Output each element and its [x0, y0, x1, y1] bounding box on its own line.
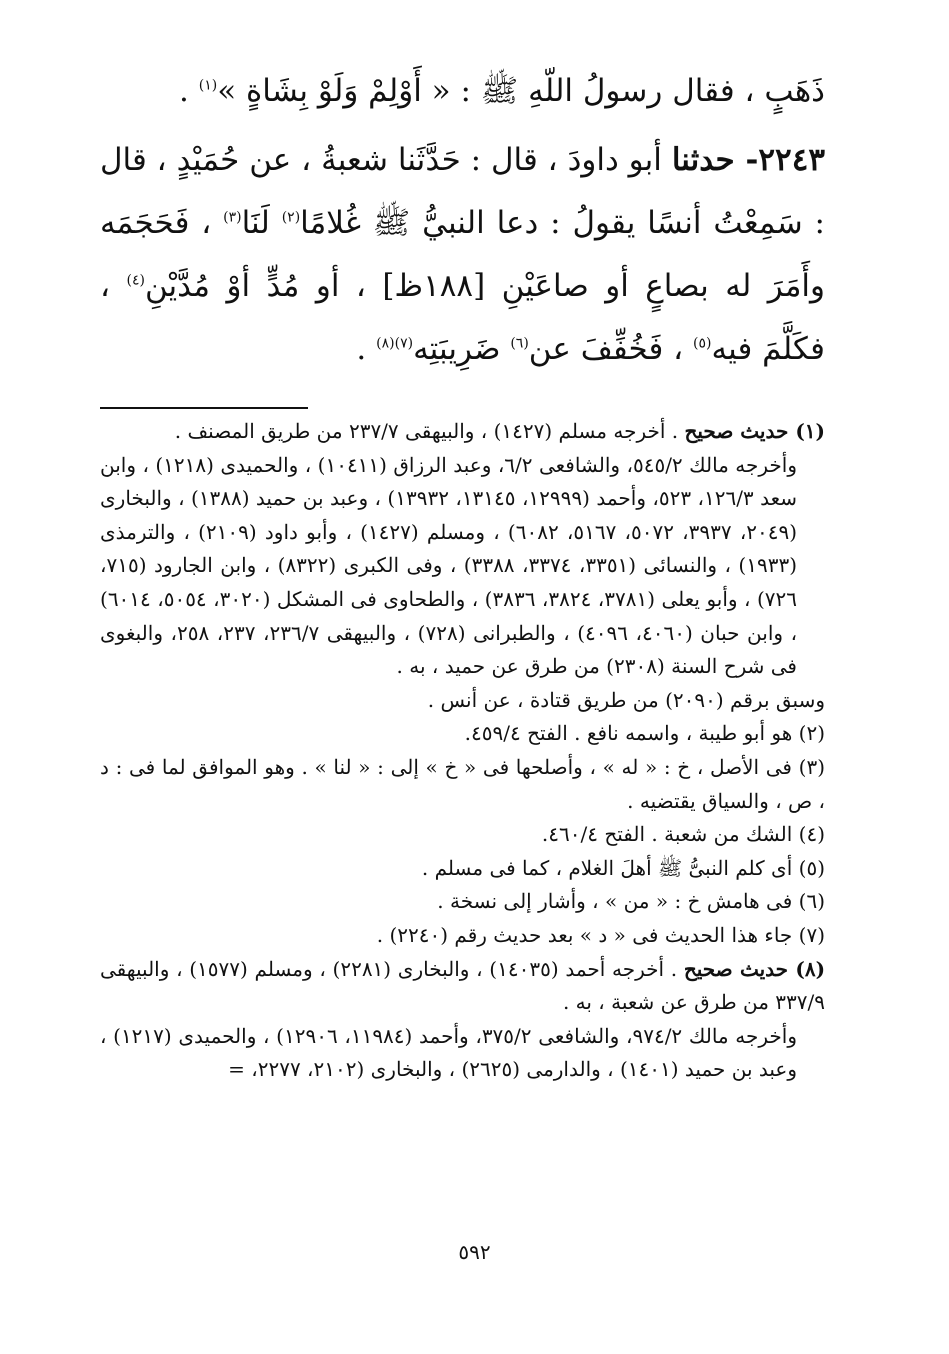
footnote-2: (٢) هو أبو طيبة ، واسمه نافع . الفتح ٤٥٩/٤. [464, 721, 825, 746]
footnote-text: . أخرجه أحمد (١٤٠٣٥) ، والبخارى (٢٢٨١) ، ومسلم (١٥٧٧) ، والبيهقى ٣٣٧/٩ من طرق عن شعبة ، به . [100, 956, 825, 1015]
footnote-label: (٨) حديث صحيح [683, 956, 826, 981]
footnote-ref: (١) [198, 77, 218, 94]
footnote-5: (٥) أى كلم النبىُّ ﷺ أهلَ الغلام ، كما فى مسلم . [421, 855, 825, 880]
footnote-ref: (٢) [281, 209, 301, 226]
footnote-ref: (٤) [126, 272, 145, 289]
footnote-ref: (٣) [223, 209, 242, 226]
text-fragment: أبو داودَ ، قال : حَدَّثَنا شعبةُ ، عن حُمَيْدٍ ، قال : سَمِعْتُ أنسًا يقولُ : دعا النبيُّ ﷺ غُلامًا [100, 142, 825, 241]
text-fragment: ذَهَبٍ ، فقال رسولُ اللّهِ ﷺ : « أَوْلِمْ وَلَوْ بِشَاةٍ » [217, 73, 825, 109]
page-number: ٥٩٢ [458, 1240, 491, 1264]
hadith-number: ٢٢٤٣- [745, 142, 825, 178]
footnote-8 [100, 953, 825, 1020]
text-fragment: . [179, 73, 199, 109]
text-fragment: . [356, 331, 377, 367]
text-fragment: ، فكَلَّمَ فيه [100, 268, 825, 367]
text-fragment: ضَرِيبَتِه [413, 331, 511, 367]
text-fragment: لَنَا [241, 205, 282, 241]
footnote-4: (٤) الشك من شعبة . الفتح ٤٦٠/٤. [541, 822, 825, 847]
footnote-label: (١) حديث صحيح [684, 419, 825, 443]
separator-line [100, 407, 308, 409]
footnote-1-see-also: وسبق برقم (٢٠٩٠) من طريق قتادة ، عن أنس . [427, 687, 825, 712]
footnote-1-sources: وأخرجه مالك ٥٤٥/٢، والشافعى ٦/٢، وعبد الرزاق (١٠٤١١) ، والحميدى (١٢١٨) ، وابن سعد ١٢٦/٣، ٥٢٣، وأحمد (١٢٩٩٩، ١٣١٤٥، ١٣٩٣٢) ، وعبد بن حميد (١٣٨٨) ، والبخارى (٢٠٤٩، ٣٩٣٧، ٥٠٧٢، ٥١٦٧، ٦٠٨٢) ، ومسلم (١٤٢٧) ، وأبو داود (٢١٠٩) ، والترمذى (١٩٣٣) ، والنسائى (٣٣٥١، ٣٣٧٤، ٣٣٨٨) ، وفى الكبرى (٨٣٢٢) ، وابن الجارود (٧١٥، ٧٢٦) ، وأبو يعلى (٣٧٨١، ٣٨٢٤، ٣٨٣٦) ، والطحاوى فى المشكل (٣٠٢٠، ٥٠٥٤، ٦٠١٤) ، وابن حبان (٤٠٦٠، ٤٠٩٦) ، والطبرانى (٧٢٨) ، والبيهقى ٢٣٦/٧، ٢٣٧، ٢٥٨، والبغوى فى شرح السنة (٢٣٠٨) من طرق عن حميد ، به . [100, 452, 798, 679]
footnote-1 [100, 415, 825, 449]
main-text [100, 60, 825, 381]
footnote-text: . أخرجه مسلم (١٤٢٧) ، والبيهقى ٢٣٧/٧ من طريق المصنف . [174, 419, 685, 443]
footnote-ref: (٥) [693, 335, 712, 352]
text-fragment: ، فَحَجَمَه وأَمَرَ له بصاعٍ أو صاعَيْنِ [١٨٨ظ] ، أو مُدٍّ أوْ مُدَّيْنِ [100, 205, 826, 304]
footnote-7: (٧) جاء هذا الحديث فى « د » بعد حديث رقم (٢٢٤٠) . [376, 922, 825, 947]
main-line-1 [100, 60, 825, 123]
footnote-3: (٣) فى الأصل ، خ : « له » ، وأصلحها فى « خ » إلى : « لنا » . وهو الموافق لما فى : د ، ص ، والسياق يقتضيه . [100, 754, 825, 813]
footnote-6: (٦) فى هامش خ : « من » ، وأشار إلى نسخة . [437, 889, 825, 914]
footnote-ref: (٧)(٨) [376, 335, 414, 352]
footnotes [100, 415, 825, 1087]
hadith-label: حدثنا [671, 142, 746, 178]
text-fragment: ، فَخُفِّفَ عن [528, 331, 694, 367]
footnote-ref: (٦) [510, 335, 529, 352]
book-page [100, 60, 825, 1340]
footnote-separator [100, 381, 825, 411]
footnote-8-sources: وأخرجه مالك ٩٧٤/٢، والشافعى ٣٧٥/٢، وأحمد (١١٩٨٤، ١٢٩٠٦) ، والحميدى (١٢١٧) ، وعبد بن حميد (١٤٠١) ، والدارمى (٢٦٢٥) ، والبخارى (٢١٠٢، ٢٢٧٧، = [100, 1023, 797, 1082]
hadith-paragraph [100, 129, 825, 381]
